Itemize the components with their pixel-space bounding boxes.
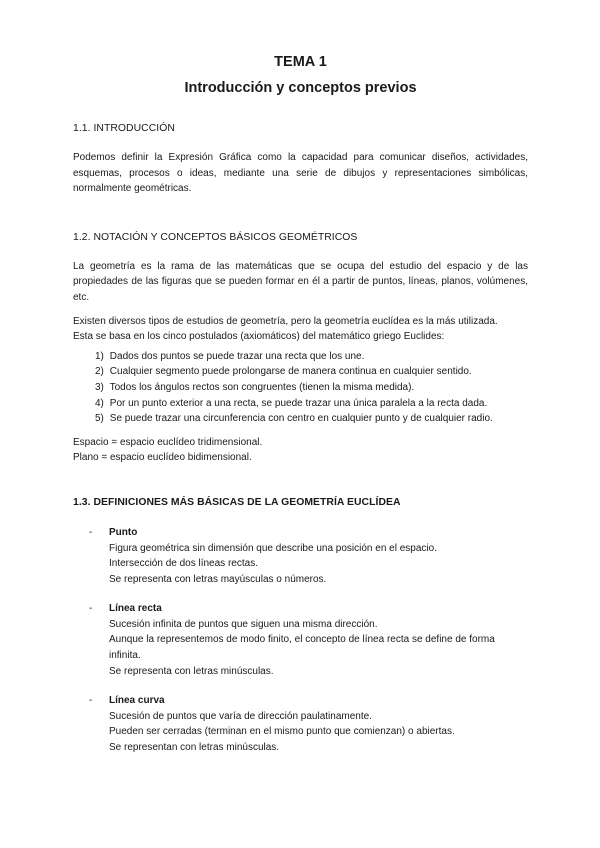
page-title: TEMA 1 (274, 54, 327, 70)
plano-definition: Plano = espacio euclídeo bidimensional. (73, 452, 252, 464)
espacio-definition: Espacio = espacio euclídeo tridimensional. (73, 436, 263, 448)
definition-line: Sucesión de puntos que varía de dirección paulatinamente. (109, 710, 372, 722)
section-heading-introduccion: 1.1. INTRODUCCIÓN (73, 123, 175, 134)
paragraph-estudios-line1: Existen diversos tipos de estudios de geometría, pero la geometría euclídea es la más utilizada. (73, 315, 498, 327)
paragraph-estudios (73, 314, 528, 345)
definition-line: Intersección de dos líneas rectas. (109, 558, 258, 570)
definition-punto (73, 525, 528, 587)
definition-line: Se representa con letras mayúsculas o números. (109, 573, 327, 585)
paragraph-introduccion: Podemos definir la Expresión Gráfica como la capacidad para comunicar diseños, actividades, esquemas, procesos o ideas, mediante una serie de dibujos y representaciones simbólicas, normalmente geométricas. (73, 152, 528, 195)
definition-title: Punto (109, 526, 138, 538)
definition-title: Línea recta (109, 603, 162, 615)
bullet-dash: - (89, 695, 93, 707)
definition-line: Figura geométrica sin dimensión que describe una posición en el espacio. (109, 542, 437, 554)
section-heading-notacion: 1.2. NOTACIÓN Y CONCEPTOS BÁSICOS GEOMÉTRICOS (73, 231, 358, 243)
definition-line: Se representa con letras minúsculas. (109, 665, 274, 677)
definition-linea-recta (73, 601, 528, 679)
definition-line: Aunque la representemos de modo finito, el concepto de línea recta se define de forma infinita. (109, 634, 495, 662)
bullet-dash: - (89, 526, 93, 538)
definition-line: Se representan con letras minúsculas. (109, 742, 280, 754)
bullet-dash: - (89, 603, 93, 615)
espacio-plano-definitions (73, 435, 528, 466)
paragraph-geometria: La geometría es la rama de las matemáticas que se ocupa del estudio del espacio y de las propiedades de las figuras que se pueden formar en él a partir de puntos, líneas, planos, volúmenes, etc. (73, 260, 528, 303)
definition-linea-curva (73, 693, 528, 755)
list-item: 3) Todos los ángulos rectos son congruentes (tienen la misma medida). (95, 381, 415, 393)
definition-line: Sucesión infinita de puntos que siguen una misma dirección. (109, 618, 378, 630)
paragraph-estudios-line2: Esta se basa en los cinco postulados (axiomáticos) del matemático griego Euclides: (73, 331, 445, 343)
list-item: 4) Por un punto exterior a una recta, se puede trazar una única paralela a la recta dada. (95, 397, 488, 409)
definition-line: Pueden ser cerradas (terminan en el mismo punto que comienzan) o abiertas. (109, 726, 455, 738)
page-subtitle: Introducción y conceptos previos (184, 80, 417, 96)
postulates-list (73, 349, 528, 427)
definition-title: Línea curva (109, 695, 165, 707)
list-item: 1) Dados dos puntos se puede trazar una recta que los une. (95, 350, 365, 362)
list-item: 2) Cualquier segmento puede prolongarse de manera continua en cualquier sentido. (95, 366, 472, 378)
section-heading-definiciones: 1.3. DEFINICIONES MÁS BÁSICAS DE LA GEOMETRÍA EUCLÍDEA (73, 496, 401, 508)
list-item: 5) Se puede trazar una circunferencia con centro en cualquier punto y de cualquier radio. (95, 413, 493, 425)
